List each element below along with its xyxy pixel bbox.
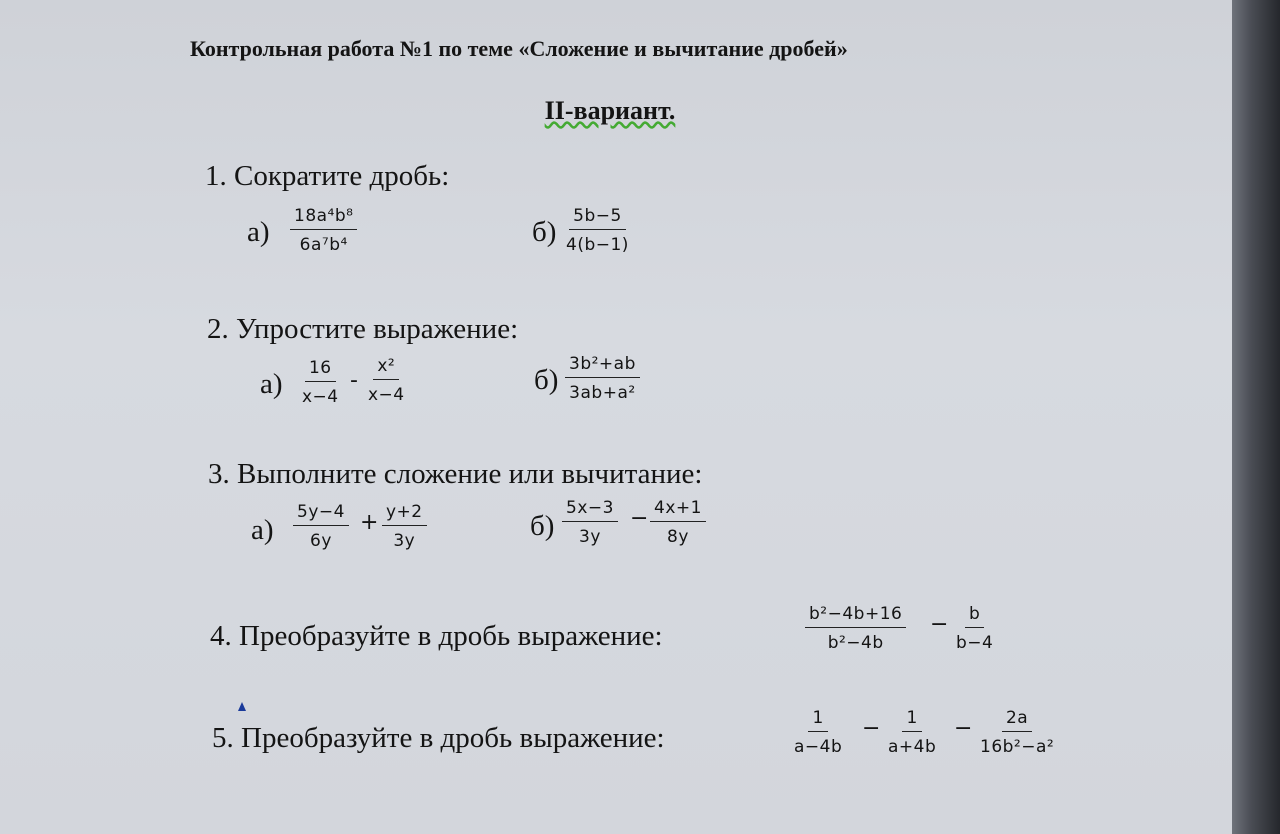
minus-operator: −	[862, 716, 881, 741]
variant-heading: II-вариант.	[544, 96, 676, 125]
fraction-denominator: 16b²−a²	[980, 737, 1055, 757]
task-1-a-fraction	[290, 206, 357, 255]
fraction-denominator: 3y	[579, 527, 601, 547]
fraction-denominator: b²−4b	[827, 633, 884, 653]
fraction-denominator: a−4b	[794, 737, 843, 757]
fraction-denominator: a+4b	[888, 737, 937, 757]
fraction-numerator: 5b−5	[569, 206, 626, 230]
task-5-fraction-3	[976, 708, 1058, 757]
task-1-text: 1. Сократите дробь:	[205, 160, 450, 192]
task-4-fraction-1	[805, 604, 906, 653]
fraction-denominator: 6y	[310, 531, 332, 551]
fraction-denominator: 6a⁷b⁴	[299, 235, 348, 255]
fraction-numerator: x²	[373, 356, 399, 380]
fraction-numerator: 2a	[1002, 708, 1032, 732]
fraction-denominator: x−4	[302, 387, 339, 407]
task-1-b-label: б)	[532, 216, 557, 248]
task-5-fraction-1	[790, 708, 846, 757]
fraction-denominator: x−4	[368, 385, 405, 405]
task-3-text: 3. Выполните сложение или вычитание:	[208, 458, 703, 490]
task-3-b-label: б)	[530, 510, 555, 542]
document-title: Контрольная работа №1 по теме «Сложение и вычитание дробей»	[190, 36, 848, 61]
minus-operator: -	[350, 368, 358, 393]
task-3-b-fraction-1	[562, 498, 618, 547]
fraction-denominator: 8y	[667, 527, 689, 547]
task-3-a-label: а)	[251, 514, 274, 546]
fraction-numerator: 5x−3	[562, 498, 618, 522]
task-1-b-fraction	[562, 206, 633, 255]
task-2-b-fraction	[565, 354, 640, 403]
fraction-numerator: 18a⁴b⁸	[290, 206, 357, 230]
task-2-a-label: а)	[260, 368, 283, 400]
task-4-fraction-2	[952, 604, 997, 653]
fraction-denominator: 4(b−1)	[566, 235, 629, 255]
task-3-a-fraction-2	[382, 502, 427, 551]
plus-operator: +	[360, 510, 379, 535]
fraction-numerator: b	[965, 604, 984, 628]
fraction-numerator: 5y−4	[293, 502, 349, 526]
task-5-fraction-2	[884, 708, 940, 757]
task-3-a-fraction-1	[293, 502, 349, 551]
fraction-numerator: 1	[808, 708, 827, 732]
task-3-b-fraction-2	[650, 498, 706, 547]
task-2-text: 2. Упростите выражение:	[207, 313, 519, 345]
task-1-a-label: а)	[247, 216, 270, 248]
task-2-a-fraction-2	[364, 356, 409, 405]
mouse-cursor-icon	[238, 702, 246, 711]
task-4-text: 4. Преобразуйте в дробь выражение:	[210, 620, 663, 652]
minus-operator: −	[954, 716, 973, 741]
fraction-numerator: 4x+1	[650, 498, 706, 522]
monitor-bezel	[1232, 0, 1280, 834]
fraction-numerator: 16	[305, 358, 336, 382]
fraction-numerator: b²−4b+16	[805, 604, 906, 628]
fraction-denominator: 3ab+a²	[569, 383, 636, 403]
task-5-text: 5. Преобразуйте в дробь выражение:	[212, 722, 665, 754]
task-2-a-fraction-1	[298, 358, 343, 407]
fraction-numerator: 1	[902, 708, 921, 732]
fraction-numerator: 3b²+ab	[565, 354, 640, 378]
minus-operator: −	[630, 506, 649, 531]
task-2-b-label: б)	[534, 364, 559, 396]
fraction-denominator: 3y	[393, 531, 416, 551]
fraction-denominator: b−4	[956, 633, 994, 653]
minus-operator: −	[930, 612, 949, 637]
fraction-numerator: y+2	[382, 502, 427, 526]
